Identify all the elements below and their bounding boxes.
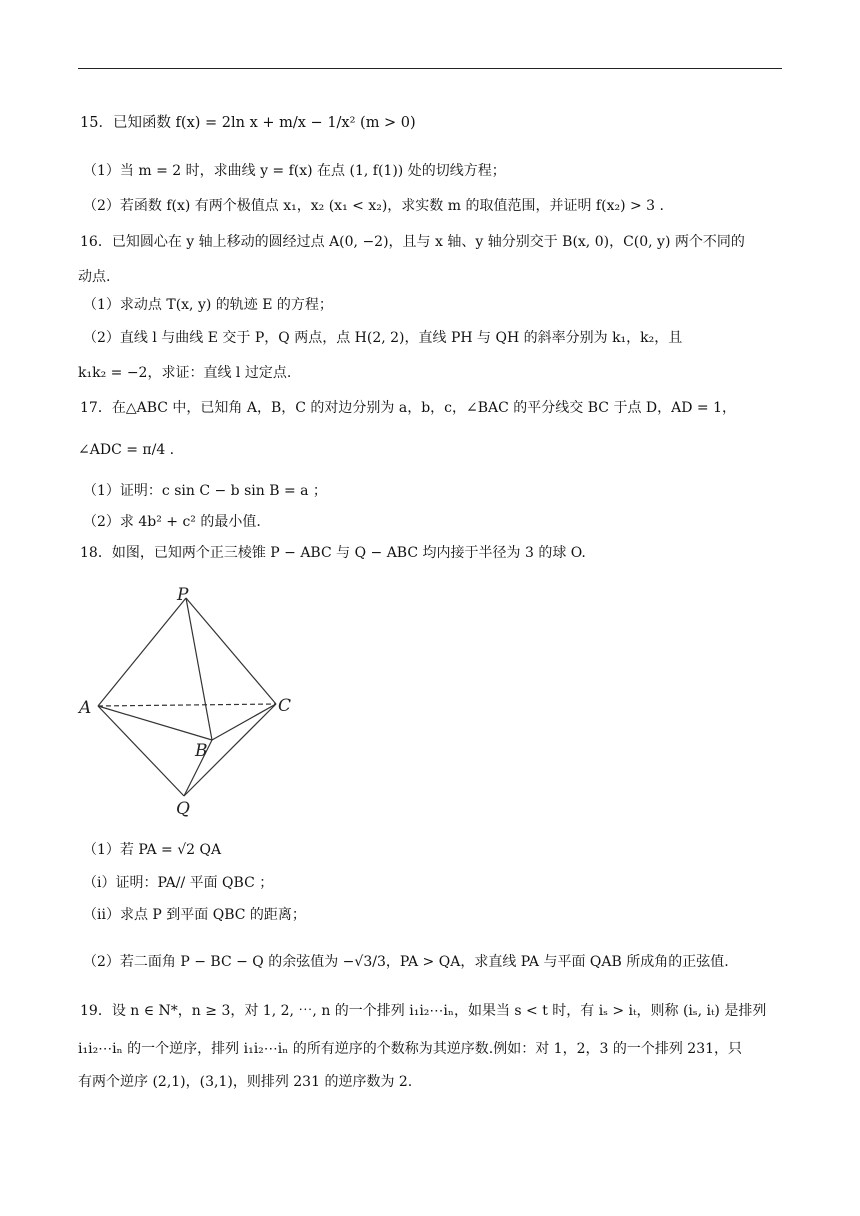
vertex-label-Q: Q (176, 799, 190, 819)
edge-AB (98, 706, 212, 740)
problem-18-part-1: （1）若 PA = √2 QA (83, 842, 222, 858)
problem-19-line-3: 有两个逆序 (2,1)，(3,1)，则排列 231 的逆序数为 2. (78, 1074, 413, 1090)
problem-16-stem-cont: 动点. (78, 269, 111, 285)
problem-18-part-2: （2）若二面角 P − BC − Q 的余弦值为 −√3/3，PA > QA，求直线 PA 与平面 QAB 所成角的正弦值. (83, 954, 729, 970)
problem-19-line-2: i₁i₂⋯iₙ 的一个逆序，排列 i₁i₂⋯iₙ 的所有逆序的个数称为其逆序数.例如：对 1，2，3 的一个排列 231，只 (78, 1041, 743, 1057)
edge-BC (212, 704, 276, 740)
vertex-label-P: P (177, 585, 189, 605)
problem-17-stem: 17．在△ABC 中，已知角 A，B，C 的对边分别为 a，b，c，∠BAC 的平分线交 BC 于点 D，AD = 1， (80, 400, 737, 416)
edge-PA (98, 598, 186, 706)
problem-18-part-1-ii: （ii）求点 P 到平面 QBC 的距离； (83, 907, 306, 923)
problem-18-part-1-i: （i）证明：PA// 平面 QBC ； (83, 875, 274, 891)
edge-QA (98, 706, 184, 796)
problem-17-part-2: （2）求 4b² + c² 的最小值. (83, 514, 261, 530)
problem-17-part-1: （1）证明：c sin C − b sin B = a ； (83, 483, 327, 499)
problem-16-part-2-cont: k₁k₂ = −2，求证：直线 l 过定点. (78, 365, 292, 381)
vertex-label-A: A (79, 698, 92, 718)
problem-16-part-2: （2）直线 l 与曲线 E 交于 P，Q 两点，点 H(2, 2)，直线 PH 与 QH 的斜率分别为 k₁，k₂，且 (83, 330, 683, 346)
problem-18-stem: 18．如图，已知两个正三棱锥 P − ABC 与 Q − ABC 均内接于半径为 3 的球 O. (80, 545, 586, 561)
edge-PB (186, 598, 212, 740)
problem-15-part-2: （2）若函数 f(x) 有两个极值点 x₁，x₂ (x₁ < x₂)，求实数 m 的取值范围，并证明 f(x₂) > 3 . (83, 198, 664, 214)
header-rule (78, 68, 782, 69)
problem-16-stem: 16．已知圆心在 y 轴上移动的圆经过点 A(0, −2)，且与 x 轴、y 轴分别交于 B(x, 0)，C(0, y) 两个不同的 (80, 234, 745, 250)
problem-15-stem: 15．已知函数 f(x) = 2ln x + m/x − 1/x² (m > 0) (80, 115, 416, 131)
vertex-label-C: C (278, 696, 292, 716)
problem-15-part-1: （1）当 m = 2 时，求曲线 y = f(x) 在点 (1, f(1)) 处的切线方程； (83, 163, 506, 179)
edge-PC (186, 598, 276, 704)
problem-16-part-1: （1）求动点 T(x, y) 的轨迹 E 的方程； (83, 297, 333, 313)
tetrahedra-figure (76, 580, 306, 820)
vertex-label-B: B (195, 741, 208, 761)
problem-19-line-1: 19．设 n ∈ N*，n ≥ 3，对 1, 2, ⋯, n 的一个排列 i₁i₂⋯iₙ，如果当 s < t 时，有 iₛ > iₜ，则称 (iₛ, iₜ) 是排列 (80, 1003, 767, 1019)
problem-17-stem-cont: ∠ADC = π/4 . (78, 442, 175, 458)
edge-AC-hidden (98, 704, 276, 706)
